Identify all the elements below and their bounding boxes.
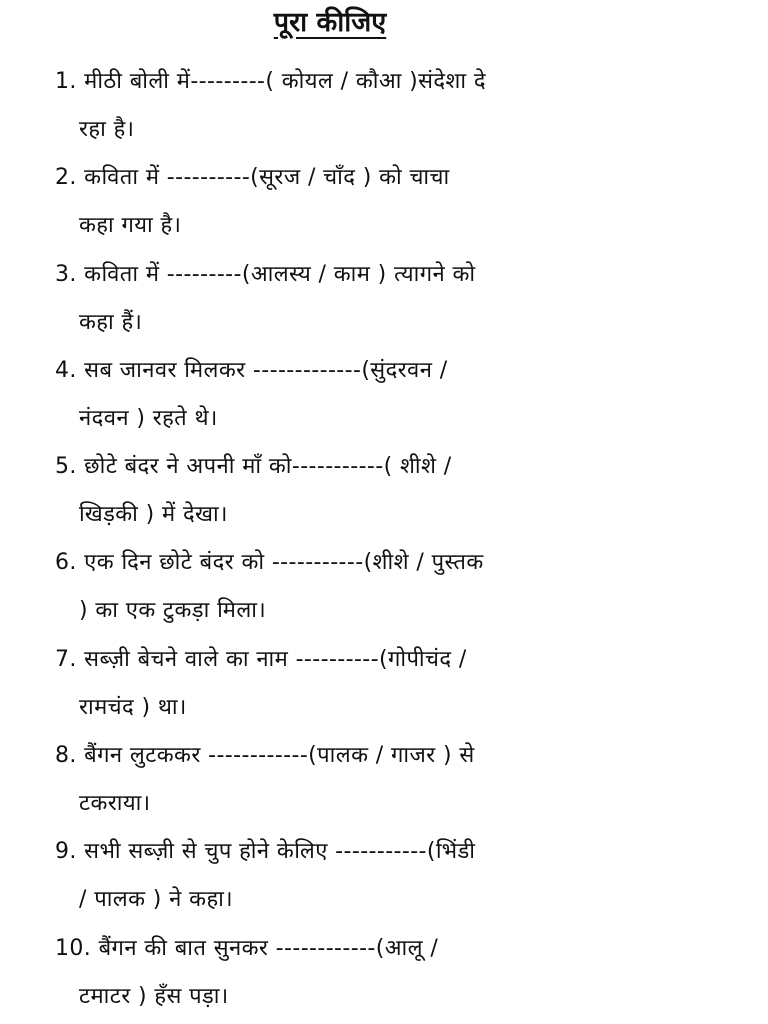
question-text-continued: खिड़की ) में देखा। bbox=[79, 502, 228, 528]
page-title: पूरा कीजिए bbox=[273, 7, 387, 38]
question-text-continued: टकराया। bbox=[79, 791, 151, 817]
question-text-continued: रामचंद ) था। bbox=[79, 694, 187, 720]
question-text: 5. छोटे बंदर ने अपनी माँ को-----------( शीशे / bbox=[55, 454, 452, 480]
question-text: 2. कविता में ----------(सूरज / चाँद ) को चाचा bbox=[55, 165, 450, 191]
question-list bbox=[55, 58, 745, 1021]
question-text-continued: कहा हैं। bbox=[79, 309, 143, 335]
question-text-continued: टमाटर ) हँस पड़ा। bbox=[79, 983, 229, 1009]
question-text: 10. बैंगन की बात सुनकर ------------(आलू / bbox=[55, 935, 439, 961]
question-item bbox=[55, 828, 745, 924]
question-text: 7. सब्ज़ी बेचने वाले का नाम ----------(गोपीचंद / bbox=[55, 646, 467, 672]
question-text-continued: / पालक ) ने कहा। bbox=[79, 887, 233, 913]
question-text-continued: कहा गया है। bbox=[79, 213, 182, 239]
question-item bbox=[55, 636, 745, 732]
question-item bbox=[55, 443, 745, 539]
question-item bbox=[55, 732, 745, 828]
question-text: 9. सभी सब्ज़ी से चुप होने केलिए -----------(भिंडी bbox=[55, 839, 476, 865]
question-item bbox=[55, 154, 745, 250]
question-text-continued: रहा है। bbox=[79, 117, 135, 142]
question-text-continued: ) का एक टुकड़ा मिला। bbox=[79, 598, 267, 624]
question-item bbox=[55, 251, 745, 347]
question-item bbox=[55, 58, 745, 154]
question-text: 1. मीठी बोली में---------( कोयल / कौआ )संदेशा दे bbox=[55, 69, 486, 94]
question-text-continued: नंदवन ) रहते थे। bbox=[79, 405, 218, 431]
question-item bbox=[55, 539, 745, 635]
question-text: 8. बैंगन लुटककर ------------(पालक / गाजर ) से bbox=[55, 743, 475, 769]
question-item bbox=[55, 925, 745, 1021]
question-item bbox=[55, 347, 745, 443]
question-text: 6. एक दिन छोटे बंदर को -----------(शीशे / पुस्तक bbox=[55, 550, 484, 576]
question-text: 4. सब जानवर मिलकर -------------(सुंदरवन / bbox=[55, 357, 448, 383]
question-text: 3. कविता में ---------(आलस्य / काम ) त्यागने को bbox=[55, 261, 476, 287]
